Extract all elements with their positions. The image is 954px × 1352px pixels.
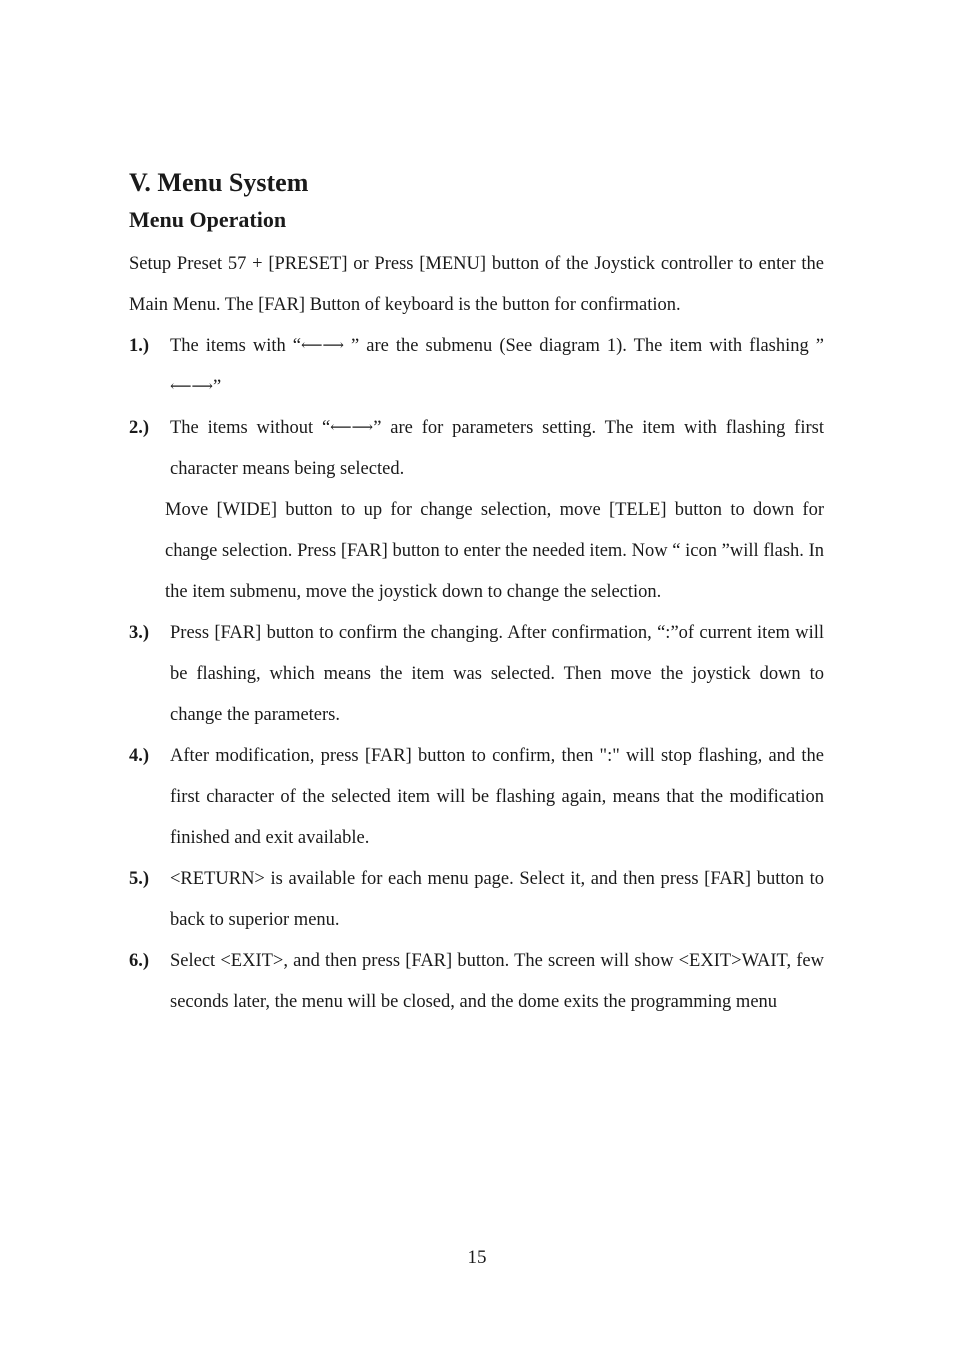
list-text-part: ” bbox=[213, 377, 222, 397]
double-arrow-icon: ⟵⟶ bbox=[330, 420, 374, 436]
list-number: 3.) bbox=[129, 623, 150, 643]
list-item-6 bbox=[129, 941, 824, 1023]
list-text bbox=[170, 326, 824, 408]
list-text-part: The items without “ bbox=[170, 418, 331, 438]
list-number: 5.) bbox=[129, 869, 150, 889]
subsection-title: Menu Operation bbox=[129, 207, 287, 232]
page-number: 15 bbox=[467, 1247, 487, 1268]
list-text: Press [FAR] button to confirm the changing. After confirmation, “:”of current item will be flashing, which means the item was selected. Then move the joystick down to change the parameters. bbox=[170, 623, 824, 725]
list-text-part: The items with “ bbox=[170, 336, 302, 356]
list-text-part: ” are the submenu (See diagram 1). The item with flashing ” bbox=[344, 336, 824, 356]
list-number: 4.) bbox=[129, 746, 150, 766]
intro-paragraph: Setup Preset 57 + [PRESET] or Press [MENU] button of the Joystick controller to enter the Main Menu. The [FAR] Button of keyboard is the button for confirmation. bbox=[129, 254, 824, 315]
list-text: Select <EXIT>, and then press [FAR] button. The screen will show <EXIT>WAIT, few seconds later, the menu will be closed, and the dome exits the programming menu bbox=[170, 951, 824, 1012]
list-number: 2.) bbox=[129, 418, 150, 438]
double-arrow-icon: ⟵⟶ bbox=[170, 379, 214, 395]
section-title: V. Menu System bbox=[129, 168, 309, 197]
note-paragraph: Move [WIDE] button to up for change selection, move [TELE] button to down for change selection. Press [FAR] button to enter the needed item. Now “ icon ”will flash. In the item submenu, move the joystick down to change the selection. bbox=[165, 500, 824, 602]
list-text-part: ” are for parameters setting. The item with flashing first character means being selected. bbox=[170, 418, 824, 479]
list-item-5 bbox=[129, 859, 824, 941]
list-item-2 bbox=[129, 408, 824, 490]
list-text: After modification, press [FAR] button to confirm, then ":" will stop flashing, and the first character of the selected item will be flashing again, means that the modification finished and exit available. bbox=[170, 746, 824, 848]
document-page bbox=[129, 166, 824, 1023]
list-text bbox=[170, 408, 824, 490]
list-item-1 bbox=[129, 326, 824, 408]
list-item-3 bbox=[129, 613, 824, 736]
list-number: 1.) bbox=[129, 336, 150, 356]
list-text: <RETURN> is available for each menu page. Select it, and then press [FAR] button to back to superior menu. bbox=[170, 869, 824, 930]
list-number: 6.) bbox=[129, 951, 150, 971]
double-arrow-icon: ⟵⟶ bbox=[301, 338, 345, 354]
list-item-4 bbox=[129, 736, 824, 859]
